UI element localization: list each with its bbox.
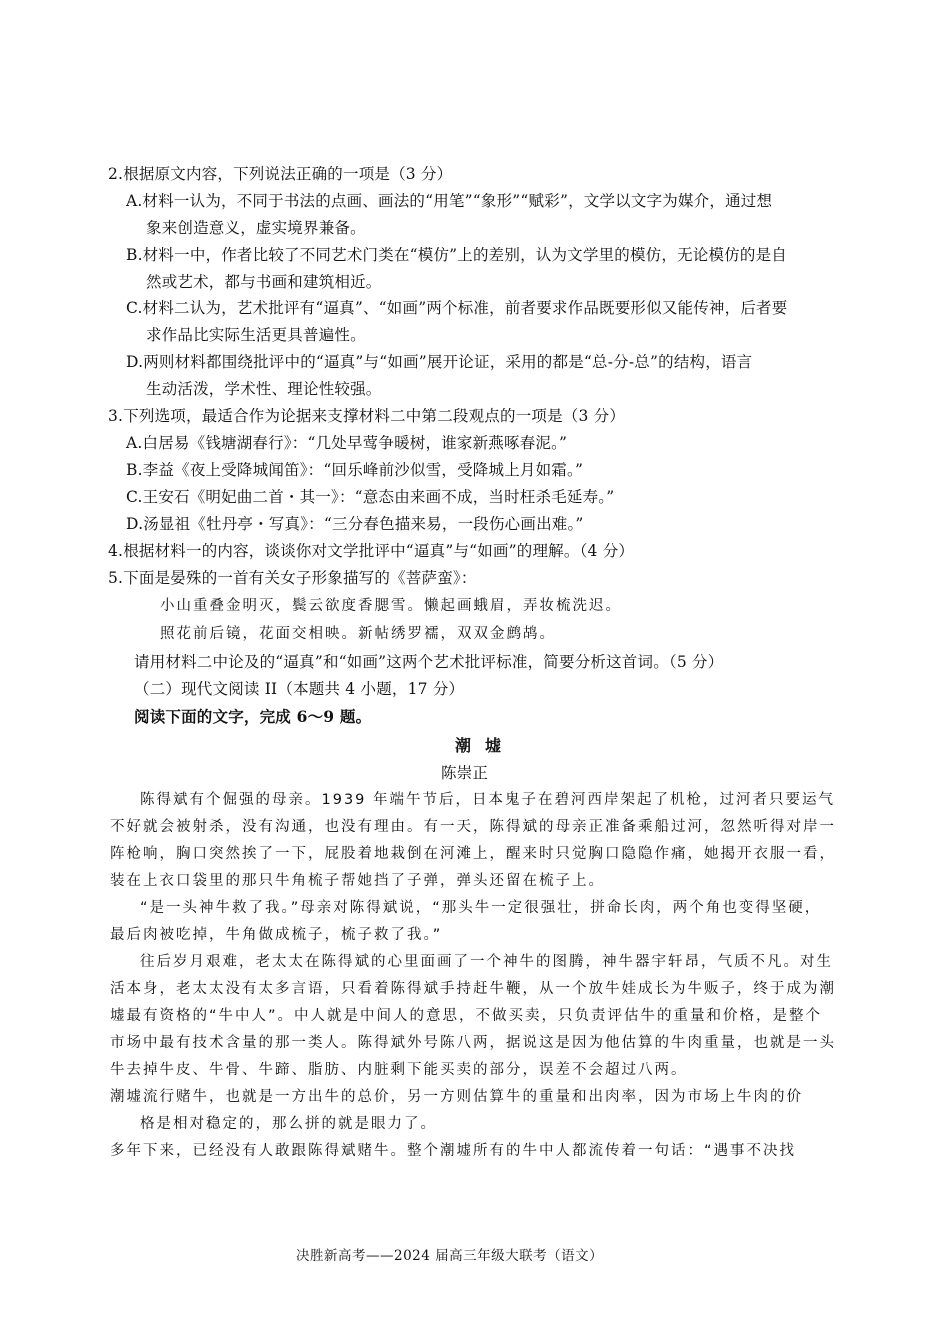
article-line: 墟最有资格的“牛中人”。中人就是中间人的意思，不做买卖，只负责评估牛的重量和价格，是整个 (110, 1008, 823, 1024)
q2-option-b-line1: B.材料一中，作者比较了不同艺术门类在“模仿”上的差别，认为文学里的模仿，无论模仿的是自 (126, 246, 787, 264)
article-title: 潮墟 (455, 736, 516, 755)
article-line: 多年下来，已经没有人敢跟陈得斌赌牛。整个潮墟所有的牛中人都流传着一句话：“遇事不决找 (110, 1143, 797, 1159)
article-line: 最后肉被吃掉，牛角做成梳子，梳子救了我。” (110, 927, 443, 943)
q3-option-b: B.李益《夜上受降城闻笛》：“回乐峰前沙似雪，受降城上月如霜。” (126, 461, 584, 479)
q3-option-c: C.王安石《明妃曲二首・其一》：“意态由来画不成，当时枉杀毛延寿。” (126, 488, 615, 506)
q2-option-d-line1: D.两则材料都围绕批评中的“逼真”与“如画”展开论证，采用的都是“总-分-总”的结构，语言 (126, 353, 753, 371)
page-footer: 决胜新高考——2024 届高三年级大联考（语文） (296, 1248, 604, 1264)
article-line: 往后岁月艰难，老太太在陈得斌的心里面画了一个神牛的图腾，神牛器宇轩昂，气质不凡。对生 (140, 954, 833, 970)
article-line: 阵枪响，胸口突然挨了一下，屁股着地栽倒在河滩上，醒来时只觉胸口隐隐作痛，她揭开衣服一看， (110, 846, 836, 862)
q2-option-a-line1: A.材料一认为，不同于书法的点画、画法的“用笔”“象形”“赋彩”，文学以文字为媒介，通过想 (126, 192, 773, 210)
q2-option-a-line2: 象来创造意义，虚实境界兼备。 (146, 219, 366, 237)
article-line: 格是相对稳定的，那么拼的就是眼力了。 (140, 1116, 437, 1132)
q3-option-d: D.汤显祖《牡丹亭・写真》：“三分春色描来易，一段伤心画出难。” (126, 515, 584, 533)
article-line: 市场中最有技术含量的那一类人。陈得斌外号陈八两，据说这是因为他估算的牛肉重量，也就是一头 (110, 1035, 836, 1051)
q5-instruction: 请用材料二中论及的“逼真”和“如画”这两个艺术批评标准，简要分析这首词。（5 分） (134, 653, 724, 671)
q2-option-d-line2: 生动活泼，学术性、理论性较强。 (146, 380, 382, 398)
article-line: “是一头神牛救了我。”母亲对陈得斌说，“那头牛一定很强壮，拼命长肉，两个角也变得坚硬， (140, 900, 822, 916)
q5-stem: 5.下面是晏殊的一首有关女子形象描写的《菩萨蛮》： (108, 569, 477, 587)
q3-option-a: A.白居易《钱塘湖春行》：“几处早莺争暖树，谁家新燕啄春泥。” (126, 434, 568, 452)
q4-stem: 4.根据材料一的内容，谈谈你对文学批评中“逼真”与“如画”的理解。（4 分） (108, 542, 635, 560)
q2-stem: 2.根据原文内容，下列说法正确的一项是（3 分） (108, 165, 453, 183)
article-line: 活本身，老太太没有太多言语，只看着陈得斌手持赶牛鞭，从一个放牛娃成长为牛贩子，终于成为潮 (110, 981, 836, 997)
q5-poem-line1: 小山重叠金明灭，鬓云欲度香腮雪。懒起画蛾眉，弄妆梳洗迟。 (160, 598, 622, 614)
article-author: 陈崇正 (441, 764, 489, 782)
article-line: 陈得斌有个倔强的母亲。1939 年端午节后，日本鬼子在碧河西岸架起了机枪，过河者只要运气 (140, 792, 836, 808)
article-line: 潮墟流行赌牛，也就是一方出牛的总价，另一方则估算牛的重量和出肉率，因为市场上牛肉的价 (110, 1089, 803, 1105)
article-line: 牛去掉牛皮、牛骨、牛蹄、脂肪、内脏剩下能买卖的部分，误差不会超过八两。 (110, 1062, 688, 1078)
q3-stem: 3.下列选项，最适合作为论据来支撑材料二中第二段观点的一项是（3 分） (108, 407, 626, 425)
q5-poem-line2: 照花前后镜，花面交相映。新帖绣罗襦，双双金鹧鸪。 (160, 626, 556, 642)
reading-instruction: 阅读下面的文字，完成 6～9 题。 (134, 707, 372, 726)
article-line: 不好就会被射杀，没有沟通，也没有理由。有一天，陈得斌的母亲正准备乘船过河，忽然听得对岸一 (110, 819, 836, 835)
section-heading: （二）现代文阅读 II（本题共 4 小题，17 分） (134, 680, 465, 698)
q2-option-c-line1: C.材料二认为，艺术批评有“逼真”、“如画”两个标准，前者要求作品既要形似又能传神，后者要 (126, 299, 788, 317)
q2-option-c-line2: 求作品比实际生活更具普遍性。 (146, 326, 366, 344)
article-line: 装在上衣口袋里的那只牛角梳子帮她挡了子弹，弹头还留在梳子上。 (110, 873, 605, 889)
q2-option-b-line2: 然或艺术，都与书画和建筑相近。 (146, 273, 382, 291)
